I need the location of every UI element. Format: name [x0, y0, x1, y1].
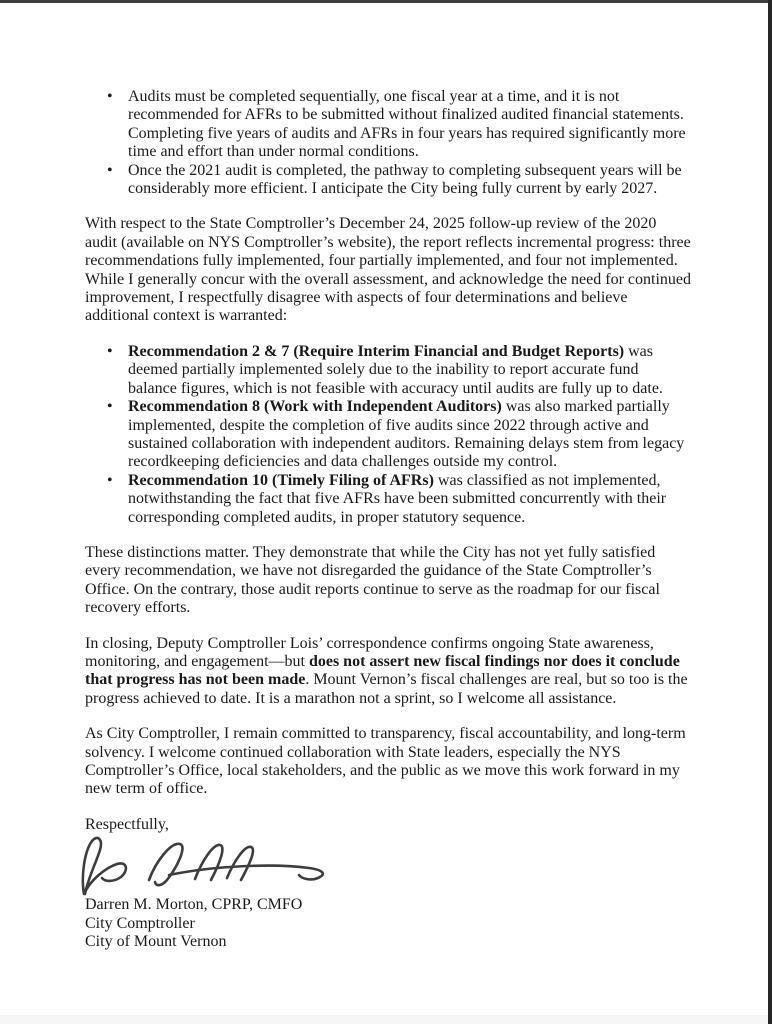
bullet-text: Once the 2021 audit is completed, the pathway to completing subsequent years will be considerably more efficient. I anticipate the City being fully current by early 2027.	[128, 161, 682, 198]
signature-image	[77, 836, 691, 896]
paragraph-state-review: With respect to the State Comptroller’s December 24, 2025 follow-up review of the 2020 audit (available on NYS Comptroller’s website), the report reflects incremental progress: three recommendations fully implemented, four partially implemented, and four not implemented. While I generally concur with the overall assessment, and acknowledge the need for continued improvement, I respectfully disagree with aspects of four determinations and believe additional context is warranted:	[85, 215, 691, 325]
paragraph-commitment: As City Comptroller, I remain committed to transparency, fiscal accountability, and long-term solvency. I welcome continued collaboration with State leaders, especially the NYS Comptroller’s Office, local stakeholders, and the public as we move this work forward in my new term of office.	[85, 725, 686, 798]
signer-org: City of Mount Vernon	[85, 933, 227, 951]
closing-text-bold: does not assert new fiscal findings nor does it conclude that progress has not been made	[85, 652, 680, 689]
recommendation-10-text: was classified as not implemented, notwithstanding the fact that five AFRs have been submitted concurrently with their corresponding completed audits, in proper statutory sequence.	[128, 471, 667, 526]
signer-name: Darren M. Morton, CPRP, CMFO	[85, 896, 303, 914]
page-right-edge	[768, 0, 772, 1024]
paragraph-closing	[85, 635, 691, 709]
closing-text-post: . Mount Vernon’s fiscal challenges are real, but so too is the progress achieved to date. It is a marathon not a sprint, so I welcome all assistance.	[85, 671, 688, 707]
page-bottom-edge	[0, 1015, 768, 1024]
recommendation-2-7-text: was deemed partially implemented solely due to the inability to report accurate fund balance figures, which is not feasible with accuracy until audits are fully up to date.	[128, 342, 663, 397]
bullet-text: Audits must be completed sequentially, one fiscal year at a time, and it is not recommended for AFRs to be submitted without finalized audited financial statements. Completing five years of audits and AFRs in four years has required significantly more time and effort than under normal conditions.	[128, 88, 686, 161]
bullet-item-recommendation-2-7	[85, 343, 691, 398]
recommendation-10-label: Recommendation 10 (Timely Filing of AFRs)	[128, 471, 434, 489]
recommendation-2-7-label: Recommendation 2 & 7 (Require Interim Financial and Budget Reports)	[128, 342, 625, 360]
bullet-item-2021-audit	[85, 162, 691, 199]
bullet-list-audit-status	[85, 88, 691, 198]
bullet-item-recommendation-8	[85, 398, 691, 472]
letter-body	[85, 88, 691, 951]
signature-block	[85, 896, 691, 951]
recommendation-8-label: Recommendation 8 (Work with Independent Auditors)	[128, 398, 502, 416]
bullet-item-recommendation-10	[85, 472, 691, 527]
handwritten-signature-icon	[77, 836, 337, 896]
bullet-item-sequential-audits	[85, 88, 691, 162]
paragraph-distinctions: These distinctions matter. They demonstrate that while the City has not yet fully satisfied every recommendation, we have not disregarded the guidance of the State Comptroller’s Office. On the contrary, those audit reports continue to serve as the roadmap for our fiscal recovery efforts.	[85, 543, 660, 617]
signer-title: City Comptroller	[85, 914, 195, 932]
valediction: Respectfully,	[85, 815, 169, 833]
page-top-edge	[0, 0, 772, 3]
recommendation-8-text: was also marked partially implemented, despite the completion of five audits since 2022 through active and sustained collaboration with independent auditors. Remaining delays stem from legacy recordkeeping deficiencies and data challenges outside my control.	[128, 398, 685, 471]
closing-text-pre: In closing, Deputy Comptroller Lois’ correspondence confirms ongoing State awareness, monitoring, and engagement—but	[85, 634, 654, 670]
bullet-list-recommendations	[85, 343, 691, 527]
